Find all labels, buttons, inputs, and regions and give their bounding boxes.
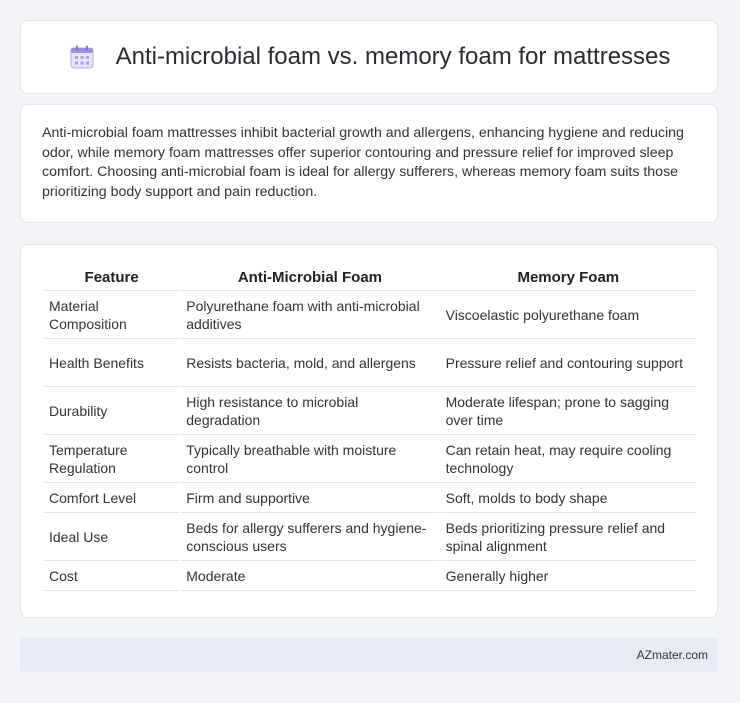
anti-microbial-cell: Firm and supportive bbox=[181, 483, 438, 513]
memory-foam-cell: Pressure relief and contouring support bbox=[441, 339, 696, 387]
memory-foam-cell: Soft, molds to body shape bbox=[441, 483, 696, 513]
memory-foam-cell: Generally higher bbox=[441, 561, 696, 591]
memory-foam-cell: Beds prioritizing pressure relief and spinal alignment bbox=[441, 513, 696, 561]
anti-microbial-cell: Beds for allergy sufferers and hygiene-conscious users bbox=[181, 513, 438, 561]
memory-foam-cell: Moderate lifespan; prone to sagging over time bbox=[441, 387, 696, 435]
summary-text: Anti-microbial foam mattresses inhibit bacterial growth and allergens, enhancing hygiene and reducing odor, while memory foam mattresses offer superior contouring and pressure relief for improved sleep comfort. Choosing anti-microbial foam is ideal for allergy sufferers, whereas memory foam suits those prioritizing body support and pain reduction. bbox=[42, 125, 684, 200]
anti-microbial-cell: Typically breathable with moisture control bbox=[181, 435, 438, 483]
title-card bbox=[20, 20, 718, 94]
anti-microbial-cell: Resists bacteria, mold, and allergens bbox=[181, 339, 438, 387]
table-row bbox=[44, 339, 696, 387]
column-header-memory-foam: Memory Foam bbox=[441, 265, 696, 291]
footer-brand-link[interactable]: AZmater.com bbox=[636, 648, 708, 662]
summary-card bbox=[20, 104, 718, 223]
feature-cell: Material Composition bbox=[44, 291, 179, 339]
calendar-icon bbox=[68, 43, 96, 71]
comparison-table bbox=[42, 265, 698, 591]
title-row bbox=[21, 21, 717, 93]
feature-cell: Durability bbox=[44, 387, 179, 435]
page-title: Anti-microbial foam vs. memory foam for mattresses bbox=[115, 43, 671, 70]
anti-microbial-cell: High resistance to microbial degradation bbox=[181, 387, 438, 435]
table-row bbox=[44, 513, 696, 561]
memory-foam-cell: Viscoelastic polyurethane foam bbox=[441, 291, 696, 339]
table-row bbox=[44, 291, 696, 339]
feature-cell: Temperature Regulation bbox=[44, 435, 179, 483]
anti-microbial-cell: Moderate bbox=[181, 561, 438, 591]
feature-cell: Ideal Use bbox=[44, 513, 179, 561]
feature-cell: Comfort Level bbox=[44, 483, 179, 513]
footer-bar bbox=[20, 638, 718, 672]
table-row bbox=[44, 435, 696, 483]
comparison-card bbox=[20, 244, 718, 618]
column-header-anti-microbial: Anti-Microbial Foam bbox=[181, 265, 438, 291]
anti-microbial-cell: Polyurethane foam with anti-microbial additives bbox=[181, 291, 438, 339]
table-header-row bbox=[44, 265, 696, 291]
table-row bbox=[44, 483, 696, 513]
feature-cell: Cost bbox=[44, 561, 179, 591]
table-row bbox=[44, 387, 696, 435]
column-header-feature: Feature bbox=[44, 265, 179, 291]
memory-foam-cell: Can retain heat, may require cooling technology bbox=[441, 435, 696, 483]
feature-cell: Health Benefits bbox=[44, 339, 179, 387]
table-row bbox=[44, 561, 696, 591]
